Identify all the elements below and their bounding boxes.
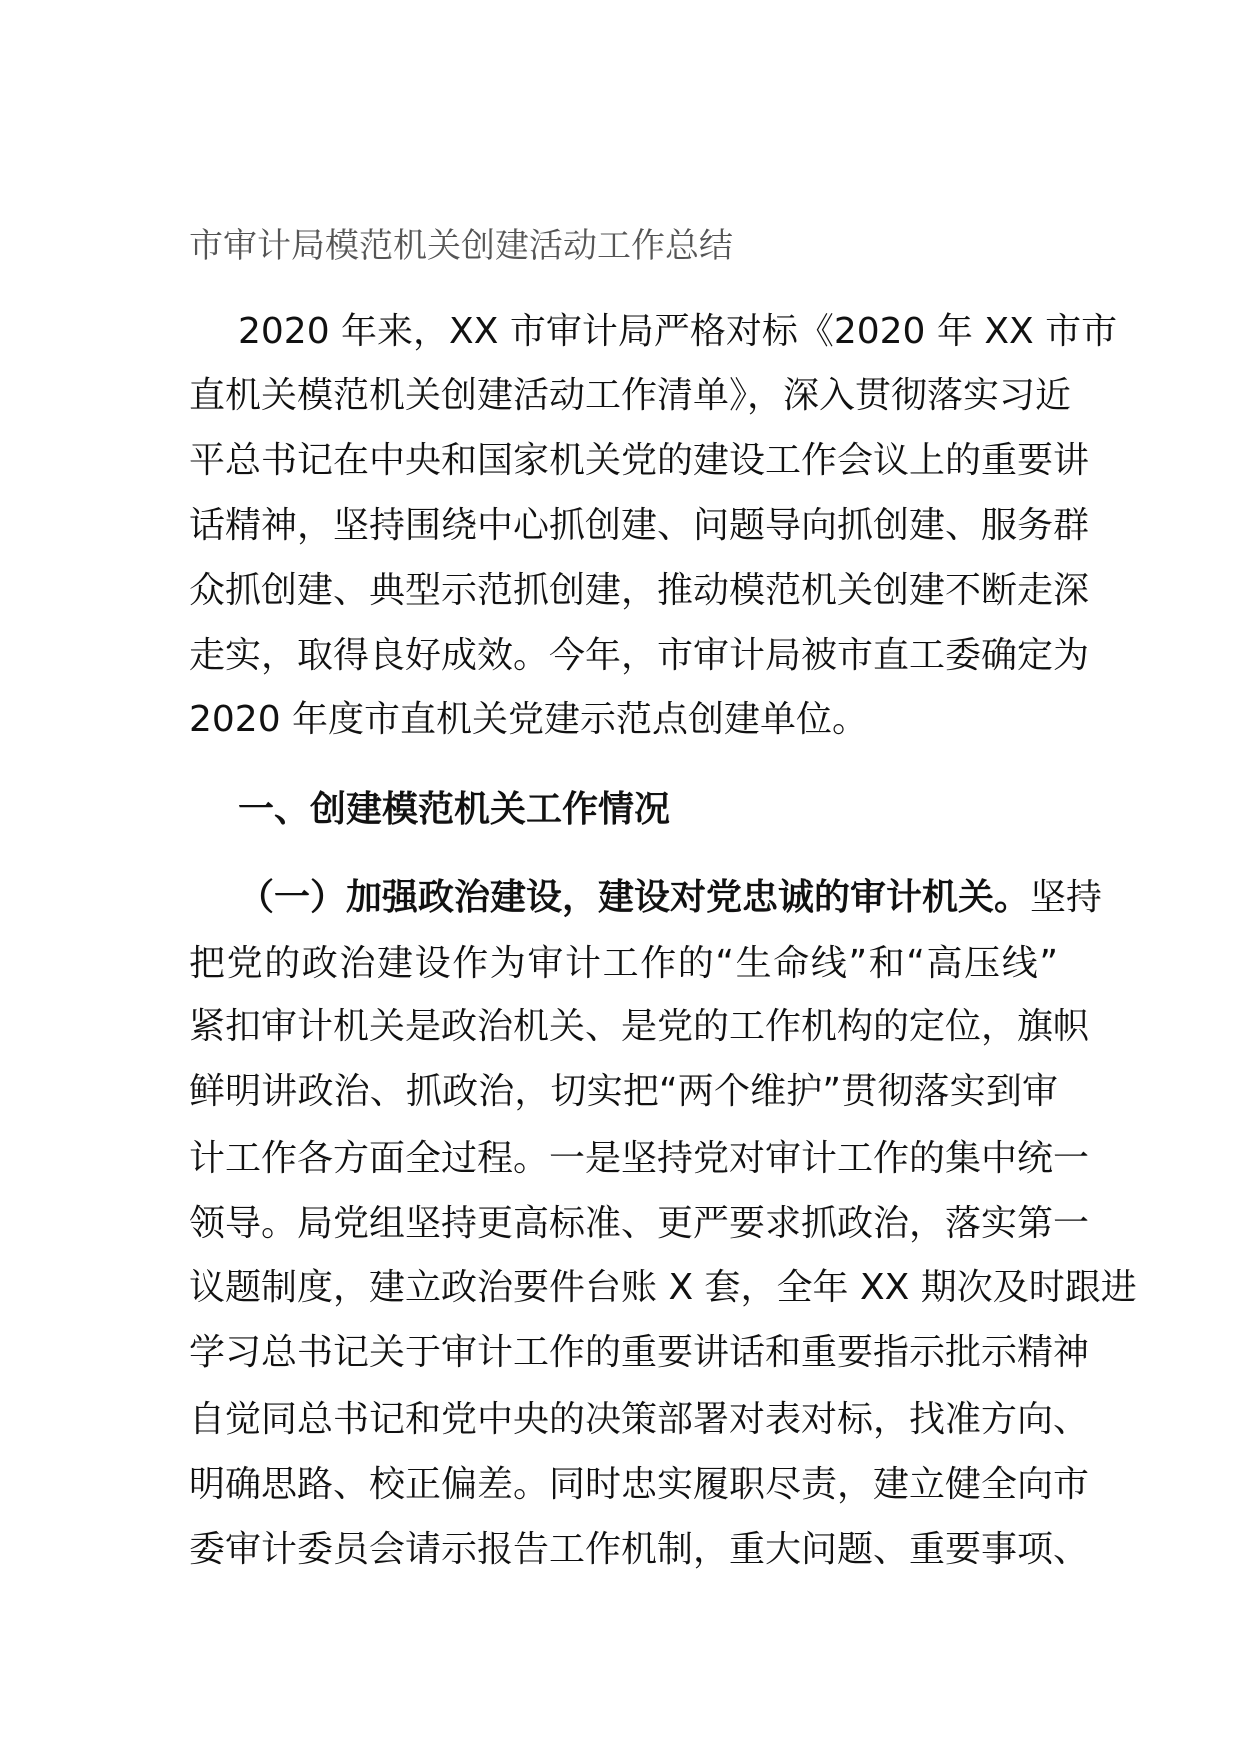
paragraph-line: 领导。局党组坚持更高标准、更严要求抓政治，落实第一 (189, 1203, 1090, 1244)
paragraph-line: 学习总书记关于审计工作的重要讲话和重要指示批示精神 (189, 1332, 1090, 1373)
paragraph-line: 紧扣审计机关是政治机关、是党的工作机构的定位，旗帜 (189, 1006, 1090, 1047)
paragraph-line: 直机关模范机关创建活动工作清单》，深入贯彻落实习近 (189, 375, 1072, 416)
paragraph-line: 众抓创建、典型示范抓创建，推动模范机关创建不断走深 (189, 570, 1090, 611)
subsection-lead-line (238, 874, 1103, 922)
paragraph-line: 明确思路、校正偏差。同时忠实履职尽责，建立健全向市 (189, 1464, 1090, 1505)
document-title: 市审计局模范机关创建活动工作总结 (189, 226, 733, 266)
lead-rest: 坚持 (1030, 877, 1103, 918)
paragraph-line: 自觉同总书记和党中央的决策部署对表对标，找准方向、 (189, 1399, 1090, 1440)
paragraph-line: 议题制度，建立政治要件台账 X 套，全年 XX 期次及时跟进 (189, 1267, 1137, 1308)
paragraph-line: 鲜明讲政治、抓政治，切实把“两个维护”贯彻落实到审 (189, 1071, 1058, 1112)
subsection-heading: （一）加强政治建设，建设对党忠诚的审计机关。 (238, 877, 1031, 918)
paragraph-line: 计工作各方面全过程。一是坚持党对审计工作的集中统一 (189, 1138, 1090, 1179)
paragraph-line: 走实，取得良好成效。今年，市审计局被市直工委确定为 (189, 635, 1090, 676)
paragraph-line: 话精神，坚持围绕中心抓创建、问题导向抓创建、服务群 (189, 505, 1090, 546)
paragraph-line: 把党的政治建设作为审计工作的“生命线”和“高压线” (189, 943, 1058, 984)
paragraph-line: 2020 年来，XX 市审计局严格对标《2020 年 XX 市市 (238, 311, 1118, 352)
paragraph-line: 平总书记在中央和国家机关党的建设工作会议上的重要讲 (189, 440, 1090, 481)
paragraph-line: 2020 年度市直机关党建示范点创建单位。 (189, 699, 869, 740)
paragraph-line: 委审计委员会请示报告工作机制，重大问题、重要事项、 (189, 1529, 1090, 1570)
section-heading: 一、创建模范机关工作情况 (238, 789, 671, 830)
